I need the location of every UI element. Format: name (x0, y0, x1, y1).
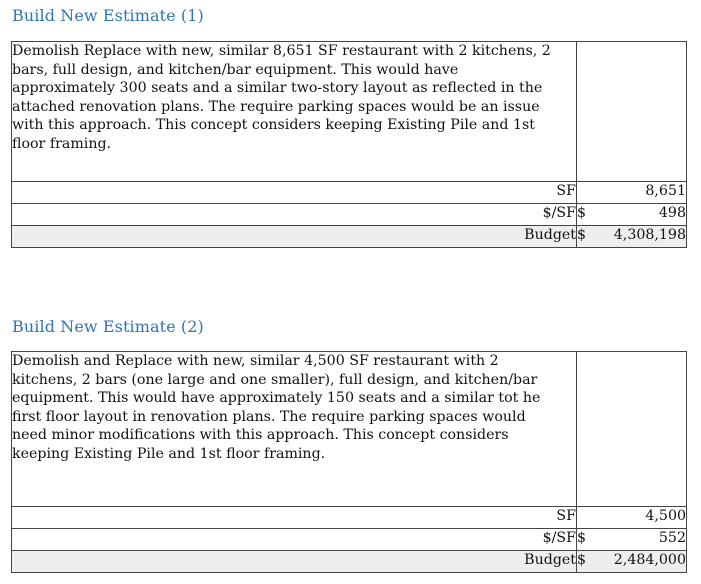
sf-label: SF (12, 182, 577, 204)
currency-symbol: $ (577, 205, 587, 221)
cost-per-sf-value: 552 (658, 530, 686, 546)
estimate-1-title: Build New Estimate (1) (12, 6, 204, 25)
cost-per-sf-label: $/SF (12, 529, 577, 551)
estimate-2-sf-row (12, 507, 687, 529)
currency-symbol: $ (577, 552, 587, 568)
description-line: approximately 300 seats and a similar two-story layout as reflected in the (12, 80, 543, 97)
description-line: keeping Existing Pile and 1st floor framing. (12, 445, 326, 462)
estimate-2-budget-row (12, 551, 687, 573)
description-line: floor framing. (12, 135, 112, 152)
sf-value: 4,500 (577, 507, 687, 529)
estimate-2-table (11, 351, 687, 573)
description-line: first floor layout in renovation plans. The require parking spaces would (12, 408, 526, 425)
estimate-1-cost-per-sf-row (12, 204, 687, 226)
currency-symbol: $ (577, 227, 587, 243)
currency-symbol: $ (577, 530, 587, 546)
estimate-1-table (11, 41, 687, 248)
description-line: equipment. This would have approximately 150 seats and a similar tot he (12, 390, 541, 407)
budget-cell (577, 226, 687, 248)
description-line: Demolish Replace with new, similar 8,651 SF restaurant with 2 kitchens, 2 (12, 43, 551, 59)
cost-per-sf-cell (577, 204, 687, 226)
estimate-2-title: Build New Estimate (2) (12, 317, 204, 336)
description-line: Demolish and Replace with new, similar 4,500 SF restaurant with 2 (12, 353, 499, 369)
sf-value: 8,651 (577, 182, 687, 204)
description-line: need minor modifications with this approach. This concept considers (12, 427, 509, 444)
cost-per-sf-cell (577, 529, 687, 551)
cost-per-sf-label: $/SF (12, 204, 577, 226)
description-line: kitchens, 2 bars (one large and one smaller), full design, and kitchen/bar (12, 371, 538, 388)
budget-value: 4,308,198 (613, 227, 686, 243)
budget-label: Budget (12, 551, 577, 573)
description-line: bars, full design, and kitchen/bar equipment. This would have (12, 61, 459, 78)
estimate-1-description (12, 42, 577, 182)
budget-value: 2,484,000 (613, 552, 686, 568)
budget-cell (577, 551, 687, 573)
estimate-2-cost-per-sf-row (12, 529, 687, 551)
estimate-1-blank-cell (577, 42, 687, 182)
estimate-2-description-row (12, 352, 687, 507)
description-line: with this approach. This concept considers keeping Existing Pile and 1st (12, 117, 535, 134)
estimate-1-sf-row (12, 182, 687, 204)
estimate-2-blank-cell (577, 352, 687, 507)
sf-label: SF (12, 507, 577, 529)
description-line: attached renovation plans. The require parking spaces would be an issue (12, 98, 540, 115)
cost-per-sf-value: 498 (658, 205, 686, 221)
budget-label: Budget (12, 226, 577, 248)
estimate-1-budget-row (12, 226, 687, 248)
estimate-1-description-row (12, 42, 687, 182)
estimate-2-description (12, 352, 577, 507)
